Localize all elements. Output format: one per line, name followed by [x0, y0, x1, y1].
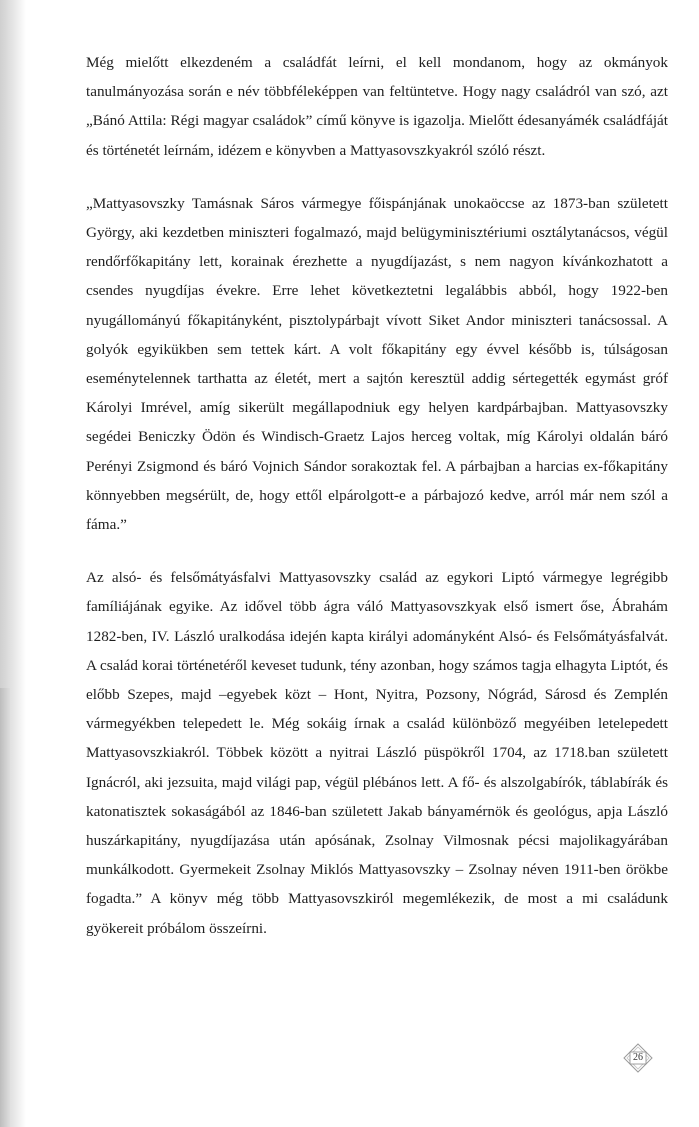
paragraph-quote: „Mattyasovszky Tamásnak Sáros vármegye főispánjának unokaöccse az 1873-ban született György, aki kezdetben miniszteri fogalmazó, majd belügyminisztériumi osztálytanácsos, végül rendőrfőkapitány lett, korainak érezhette a nyugdíjazást, s nem nagyon kívánkozhatott a csendes nyugdíjas évekre. Erre lehet következtetni legalábbis abból, hogy 1922-ben nyugállományú főkapitányként, pisztolypárbajt vívott Siket Andor miniszteri tanácsossal. A golyók egyikükben sem tettek kárt. A volt főkapitány egy évvel később is, túlságosan eseménytelennek tarthatta az életét, mert a sajtón keresztül addig sértegették egymást gróf Károlyi Imrével, amíg sikerült megállapodniuk egy helyen kardpárbajban. Mattyasovszky segédei Beniczky Ödön és Windisch-Graetz Lajos herceg voltak, míg Károlyi oldalán báró Perényi Zsigmond és báró Vojnich Sándor sorakoztak fel. A párbajban a harcias ex-főkapitány könnyebben megsérült, de, hogy ettől elpárolgott-e a párbajozó kedve, arról már nem szól a fáma.”: [86, 194, 668, 534]
paragraph-intro: Még mielőtt elkezdeném a családfát leírni, el kell mondanom, hogy az okmányok tanulmányozása során e név többféleképpen van feltüntetve. Hogy nagy családról van szó, azt „Bánó Attila: Régi magyar családok” című könyve is igazolja. Mielőtt édesanyámék családfáját és történetét leírnám, idézem e könyvben a Mattyasovszkyakról szóló részt.: [86, 54, 668, 159]
page-number-ornament: [623, 1043, 653, 1073]
scan-edge-shadow-lower: [0, 688, 10, 1127]
page-number: 26: [633, 1052, 643, 1063]
paragraph-family-history: Az alsó- és felsőmátyásfalvi Mattyasovszky család az egykori Liptó vármegye legrégibb famíliájának egyike. Az idővel több ágra váló Mattyasovszkyak első ismert őse, Ábrahám 1282-ben, IV. László uralkodása idején kapta királyi adományként Alsó- és Felsőmátyásfalvát. A család korai történetéről keveset tudunk, tény azonban, hogy számos tagja elhagyta Liptót, és előbb Szepes, majd –egyebek közt – Hont, Nyitra, Pozsony, Nógrád, Sárosd és Zemplén vármegyékben telepedett le. Még sokáig írnak a család különböző megyéiben letelepedett Mattyasovszkiakról. Többek között a nyitrai László püspökről 1704, az 1718.ban született Ignácról, aki jezsuita, majd világi pap, végül plébános lett. A fő- és alszolgabírók, táblabírák és katonatisztek sokaságából az 1846-ban született Jakab bányamérnök és geológus, apja László huszárkapitány, nyugdíjazása után apósának, Zsolnay Vilmosnak pécsi majolikagyárában munkálkodott. Gyermekeit Zsolnay Miklós Mattyasovszky – Zsolnay néven 1911-ben örökbe fogadta.” A könyv még több Mattyasovszkiról megemlékezik, de most a mi családunk gyökereit próbálom összeírni.: [86, 569, 668, 937]
document-page: [86, 48, 668, 967]
